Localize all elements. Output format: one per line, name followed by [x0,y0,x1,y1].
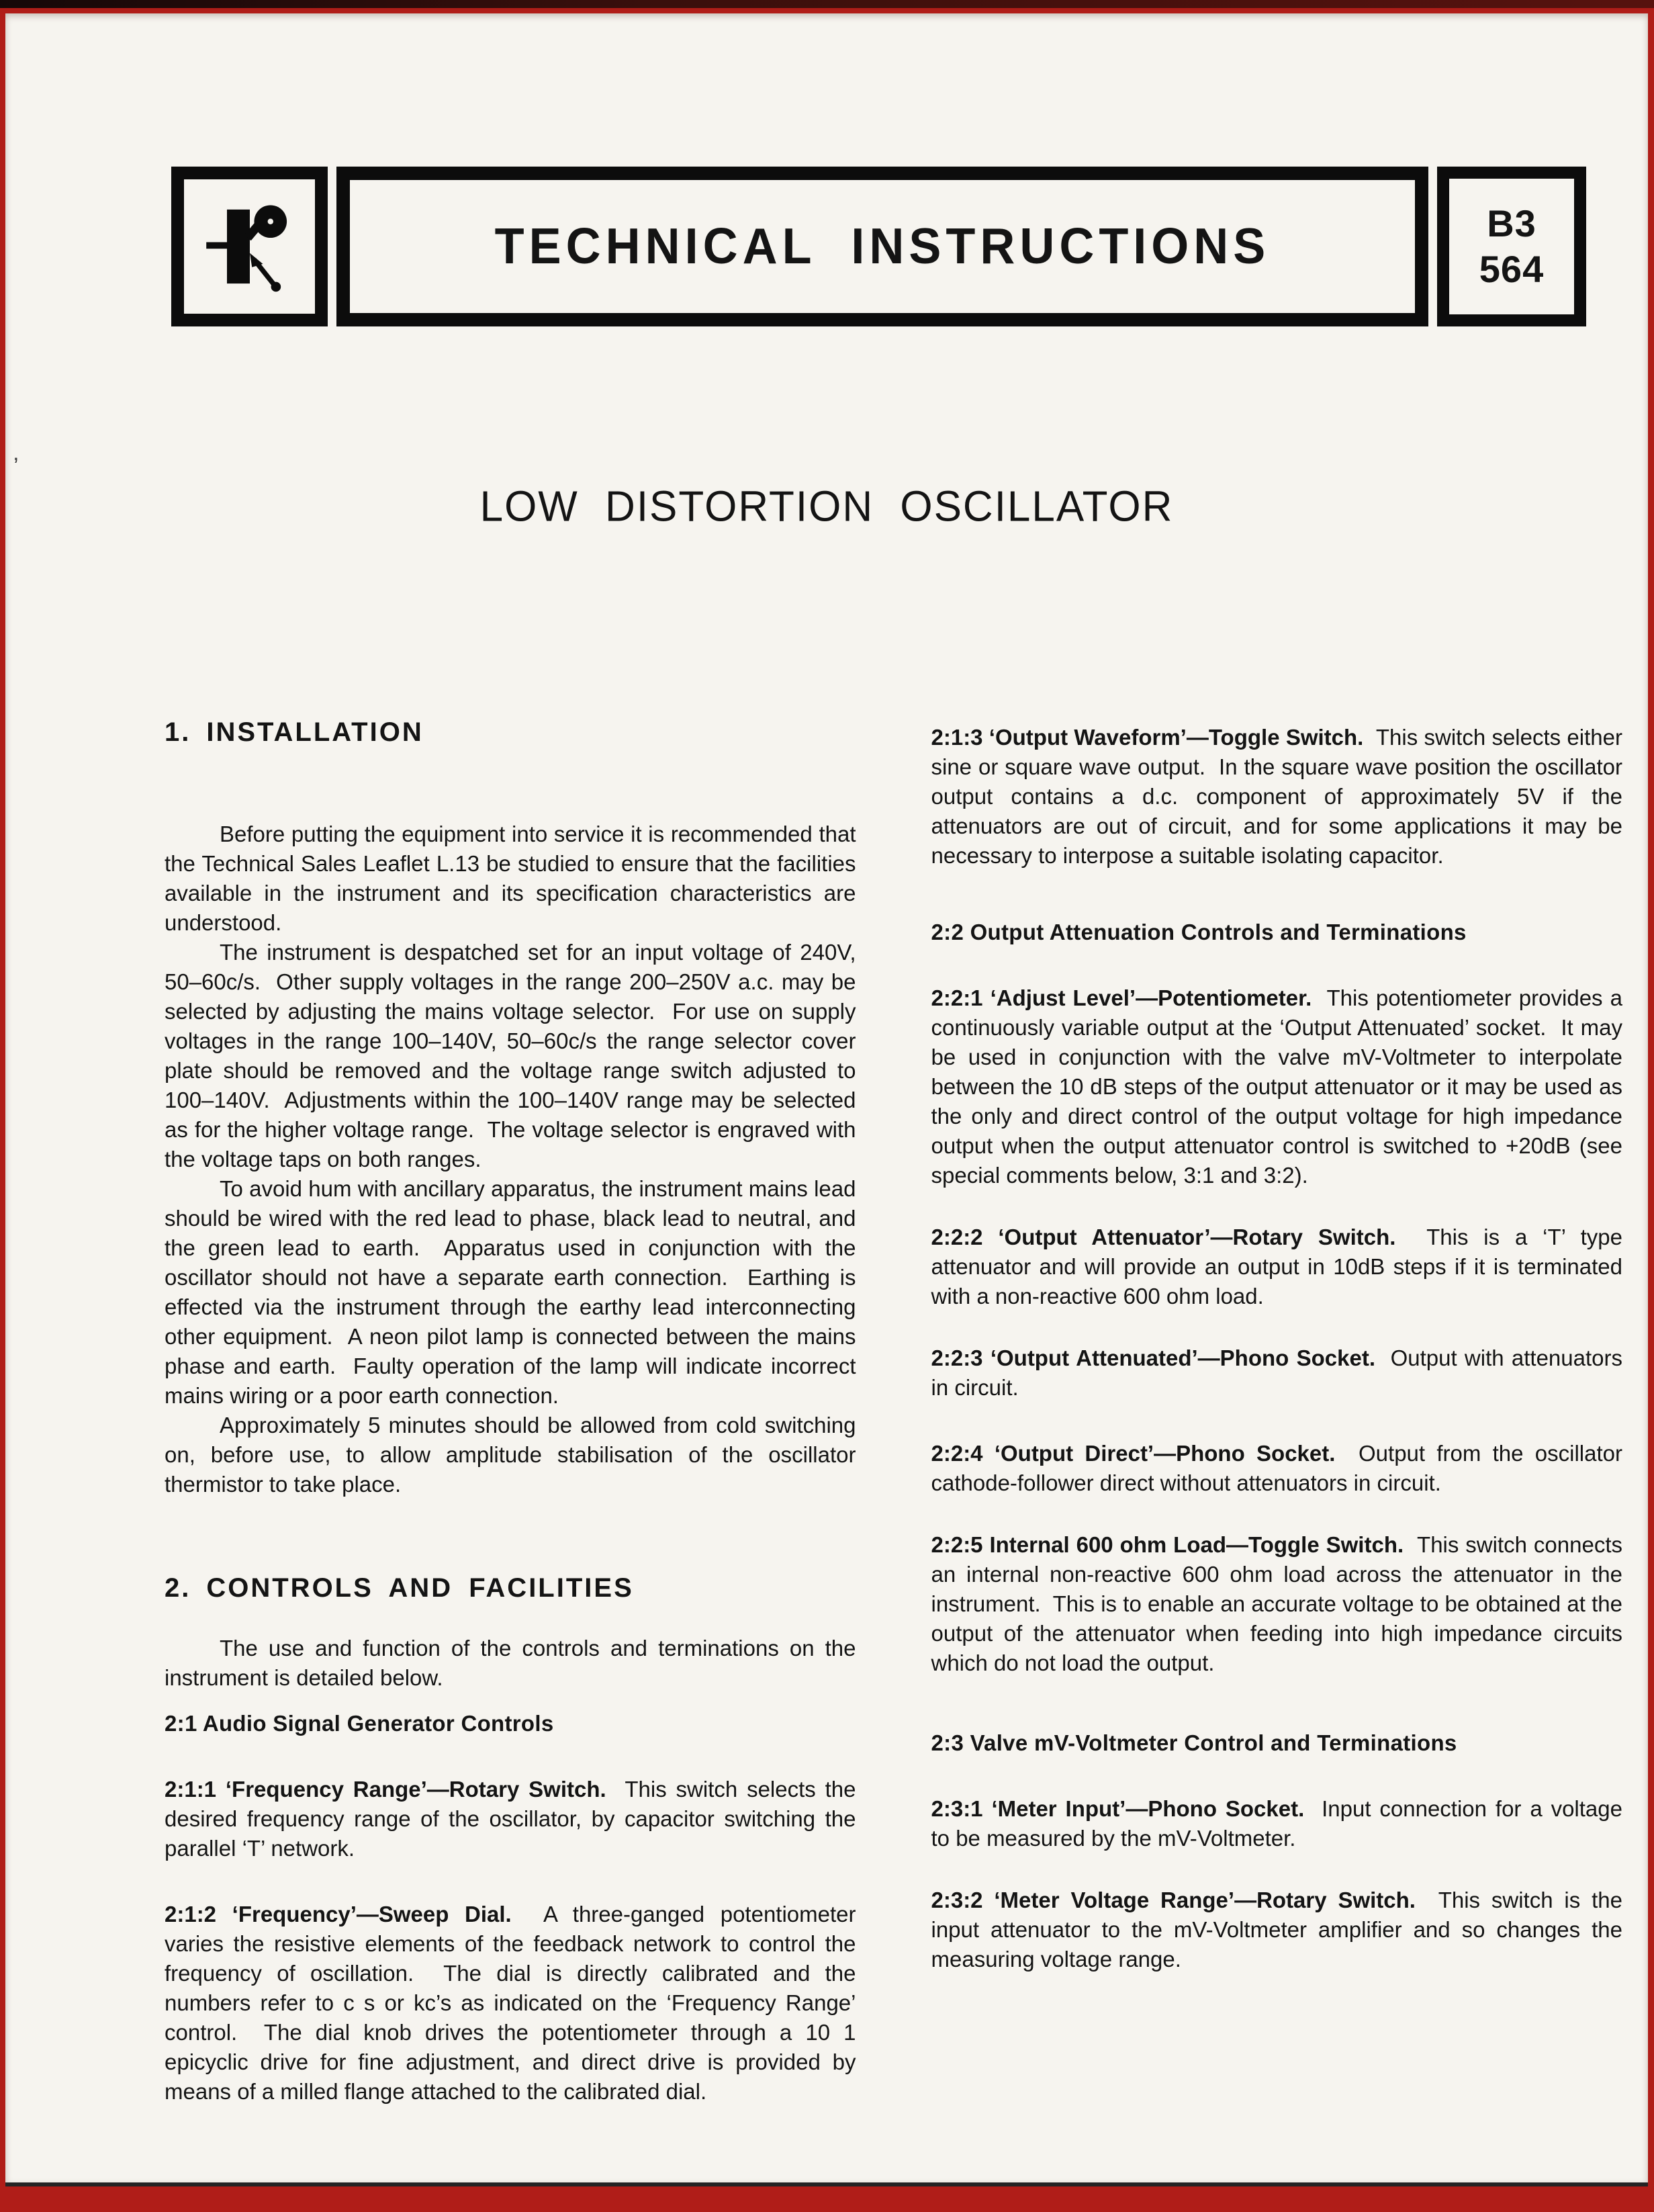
entry-2-2-5-body: This switch connects an internal non-reactive 600 ohm load across the attenuator in the instrument. This is to enable an accurate voltage to be obtained at the output of the attenuator when feeding into high impedance circuits which do not load the output. [931,1532,1622,1675]
subsection-heading-2-1: 2:1 Audio Signal Generator Controls [165,1711,554,1736]
page-title: LOW DISTORTION OSCILLATOR [479,482,1174,531]
left-column [165,719,856,2107]
doc-ref-code: B3 [1487,202,1536,245]
banner-box [336,167,1428,326]
entry-2-2-4-lead: 2:2:4 ‘Output Direct’—Phono Socket. [931,1441,1336,1466]
entry-2-2-2-body: This is a ‘T’ type attenuator and will provide an output in 10dB steps if it is terminated with a non-reactive 600 ohm load. [931,1225,1622,1309]
scan-speck: ’ [13,453,19,479]
radford-logo-icon [195,189,304,304]
entry-2-2-1-body: This potentiometer provides a continuously variable output at the ‘Output Attenuated’ socket. It may be used in conjunction with the valve mV-Voltmeter to interpolate between the 10 dB steps of the output attenuator or it may be used as the only and direct control of the output voltage for high impedance output when the output attenuator control is switched to +20dB (see special comments below, 3:1 and 3:2). [931,985,1622,1188]
right-column [931,719,1623,2107]
subsection-heading-2-2: 2:2 Output Attenuation Controls and Terminations [931,920,1467,944]
entry-2-3-1-body: Input connection for a voltage to be measured by the mV-Voltmeter. [931,1796,1622,1851]
content-columns [165,719,1622,2107]
entry-2-3-1 [931,1794,1623,1853]
entry-2-2-4-body: Output from the oscillator cathode-follower direct without attenuators in circuit. [931,1441,1623,1495]
section-heading-controls: 2. CONTROLS AND FACILITIES [165,1573,634,1603]
logo-box [171,167,328,326]
entry-2-1-1-lead: 2:1:1 ‘Frequency Range’—Rotary Switch. [165,1777,606,1802]
entry-2-2-2 [931,1223,1623,1311]
paragraph-installation-2: The instrument is despatched set for an input voltage of 240V, 50–60c/s. Other supply voltages in the range 200–250V a.c. may be selected by adjusting the mains voltage selector. For use on supply voltages in the range 100–140V, 50–60c/s the range selector cover plate should be removed and the voltage range switch adjusted to 100–140V. Adjustments within the 100–140V range may be selected as for the higher voltage range. The voltage selector is engraved with the voltage taps on both ranges. [165,940,856,1171]
section-heading-installation: 1. INSTALLATION [165,717,424,747]
entry-2-2-5 [931,1530,1623,1678]
entry-2-1-2-body: A three-ganged potentiometer varies the resistive elements of the feedback network to control the frequency of oscillation. The dial is directly calibrated and the numbers refer to c s or kc’s as indicated on the ‘Frequency Range’ control. The dial knob drives the potentiometer through a 10 1 epicyclic drive for fine adjustment, and direct drive is provided by means of a milled flange attached to the calibrated dial. [165,1902,856,2104]
entry-2-2-1 [931,983,1623,1190]
entry-2-1-2 [165,1900,856,2107]
entry-2-3-1-lead: 2:3:1 ‘Meter Input’—Phono Socket. [931,1796,1305,1821]
paragraph-installation-3: To avoid hum with ancillary apparatus, the instrument mains lead should be wired with the red lead to phase, black lead to neutral, and the green lead to earth. Apparatus used in conjunction with the oscillator should not have a separate earth connection. Earthing is effected via the instrument through the earthy lead interconnecting other equipment. A neon pilot lamp is connected between the mains phase and earth. Faulty operation of the lamp will indicate incorrect mains wiring or a poor earth connection. [165,1176,856,1408]
entry-2-2-3-lead: 2:2:3 ‘Output Attenuated’—Phono Socket. [931,1345,1375,1370]
banner-title: TECHNICAL INSTRUCTIONS [494,218,1271,275]
entry-2-2-3 [931,1343,1623,1403]
paragraph-controls-intro: The use and function of the controls and terminations on the instrument is detailed below. [165,1636,856,1690]
paragraph-installation-1: Before putting the equipment into service it is recommended that the Technical Sales Leaflet L.13 be studied to ensure that the facilities available in the instrument and its specification characteristics are understood. [165,822,856,935]
entry-2-2-3-body: Output with attenuators in circuit. [931,1345,1622,1400]
doc-ref-box [1437,167,1586,326]
entry-2-2-2-lead: 2:2:2 ‘Output Attenuator’—Rotary Switch. [931,1225,1396,1249]
entry-2-3-2-body: This switch is the input attenuator to the mV-Voltmeter amplifier and so changes the measuring voltage range. [931,1888,1622,1972]
entry-2-1-2-lead: 2:1:2 ‘Frequency’—Sweep Dial. [165,1902,512,1927]
entry-2-3-2-lead: 2:3:2 ‘Meter Voltage Range’—Rotary Switch. [931,1888,1416,1912]
entry-2-1-1-body: This switch selects the desired frequency range of the oscillator, by capacitor switching the parallel ‘T’ network. [165,1777,856,1861]
paragraph-installation-4: Approximately 5 minutes should be allowed from cold switching on, before use, to allow amplitude stabilisation of the oscillator thermistor to take place. [165,1413,856,1497]
entry-2-2-1-lead: 2:2:1 ‘Adjust Level’—Potentiometer. [931,985,1312,1010]
header [171,167,1586,326]
entry-2-1-3-body: This switch selects either sine or square wave output. In the square wave position the oscillator output contains a d.c. component of approximately 5V if the attenuators are out of circuit, and for some applications it may be necessary to interpose a suitable isolating capacitor. [931,725,1622,868]
doc-ref-number: 564 [1479,248,1545,290]
scan-top-edge [0,0,1654,8]
entry-2-1-3 [931,723,1623,871]
entry-2-2-4 [931,1439,1623,1498]
subsection-heading-2-3: 2:3 Valve mV-Voltmeter Control and Terminations [931,1730,1457,1755]
entry-2-2-5-lead: 2:2:5 Internal 600 ohm Load—Toggle Switch. [931,1532,1404,1557]
entry-2-1-3-lead: 2:1:3 ‘Output Waveform’—Toggle Switch. [931,725,1364,750]
paper [5,13,1648,2186]
entry-2-1-1 [165,1775,856,1863]
entry-2-3-2 [931,1886,1623,1974]
